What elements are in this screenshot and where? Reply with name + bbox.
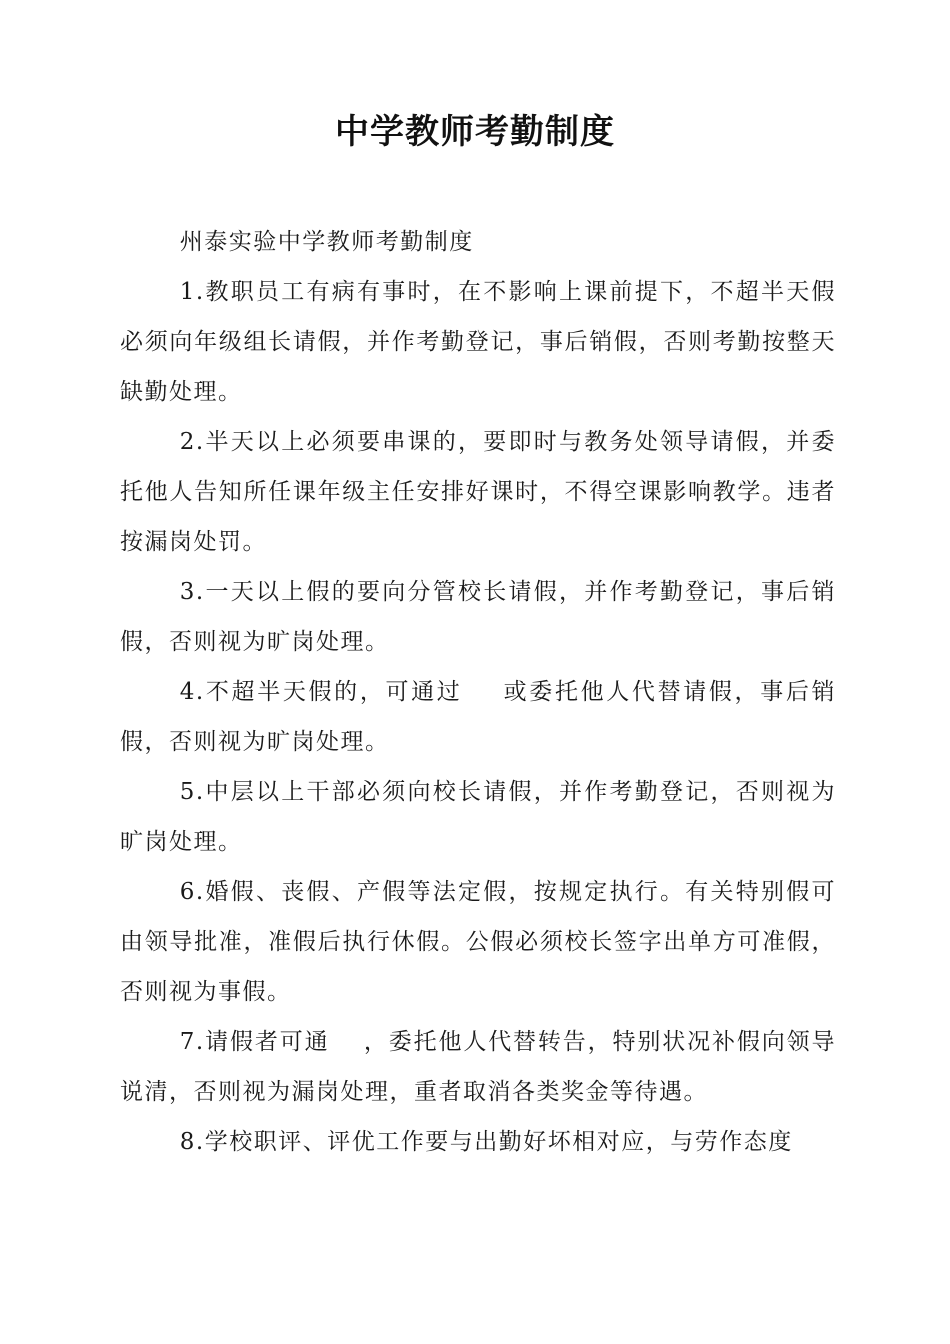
paragraph-4-part-2: 或委托他人代替请假，事后销假，否则视为旷岗处理。 — [120, 679, 836, 755]
paragraph-7-part-2: ，委托他人代替转告，特别状况补假向领导说清，否则视为漏岗处理，重者取消各类奖金等待遇。 — [120, 1029, 836, 1105]
paragraph-1: 1.教职员工有病有事时，在不影响上课前提下，不超半天假必须向年级组长请假，并作考勤登记，事后销假，否则考勤按整天缺勤处理。 — [120, 279, 836, 405]
paragraph-6: 6.婚假、丧假、产假等法定假，按规定执行。有关特别假可由领导批准，准假后执行休假。公假必须校长签字出单方可准假，否则视为事假。 — [120, 879, 836, 1005]
document-title: 中学教师考勤制度 — [335, 112, 615, 152]
paragraph-3: 3.一天以上假的要向分管校长请假，并作考勤登记，事后销假，否则视为旷岗处理。 — [120, 579, 836, 655]
paragraph-7 — [120, 1017, 836, 1117]
paragraph-4-part-1: 4.不超半天假的，可通过 — [179, 679, 463, 705]
document-subtitle: 州泰实验中学教师考勤制度 — [179, 229, 474, 255]
paragraph-5: 5.中层以上干部必须向校长请假，并作考勤登记，否则视为旷岗处理。 — [120, 779, 836, 855]
paragraph-8: 8.学校职评、评优工作要与出勤好坏相对应，与劳作态度 — [179, 1129, 793, 1155]
paragraph-2: 2.半天以上必须要串课的，要即时与教务处领导请假，并委托他人告知所任课年级主任安排好课时，不得空课影响教学。违者按漏岗处罚。 — [120, 429, 836, 555]
paragraph-4 — [120, 667, 836, 767]
paragraph-7-part-1: 7.请假者可通 — [179, 1029, 330, 1055]
document-body — [120, 217, 836, 1167]
